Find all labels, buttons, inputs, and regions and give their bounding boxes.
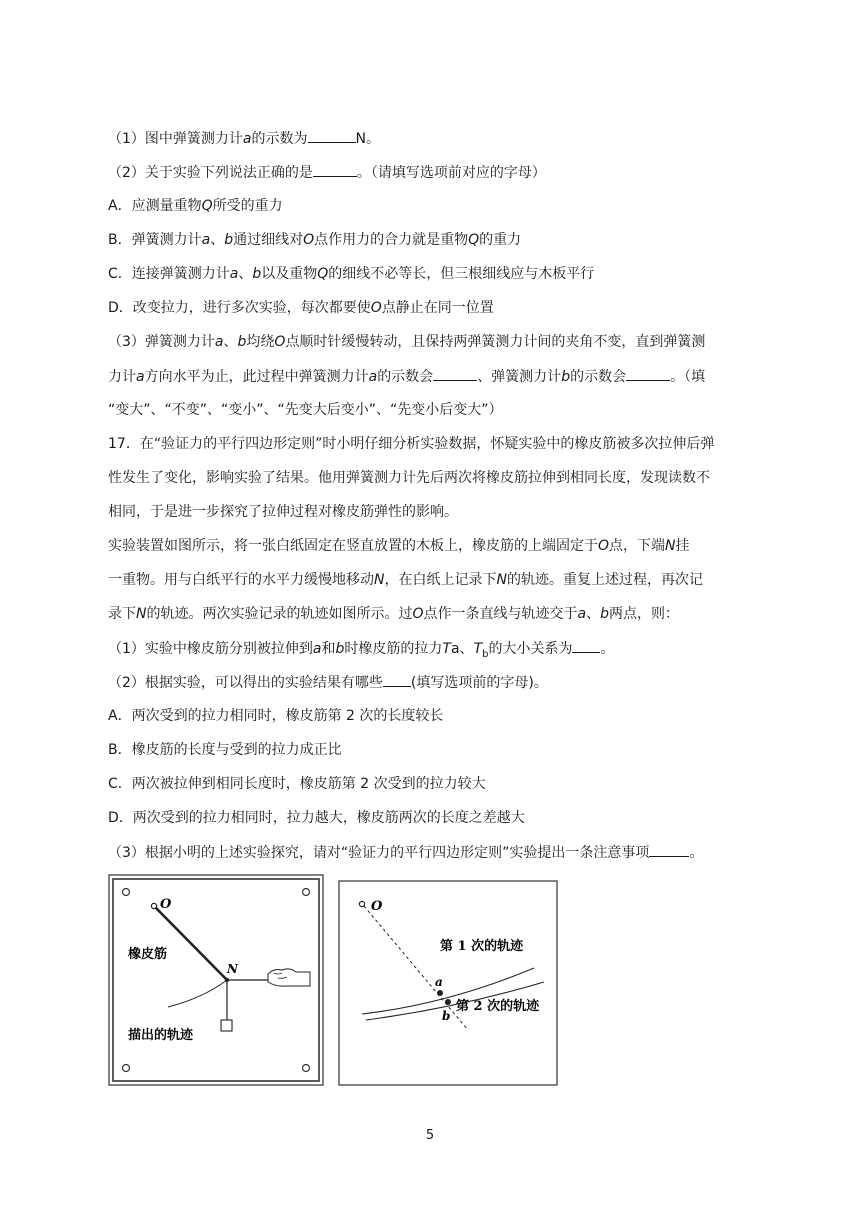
label-first-trace: 第 1 次的轨迹 [440,939,524,954]
q17-intro-line3: 相同，于是进一步探究了拉伸过程对橡皮筋弹性的影响。 [108,504,458,520]
point-a [437,990,443,996]
q16-option-a: A．应测量重物Q所受的重力 [108,198,283,214]
q16-part2: （2）关于实验下列说法正确的是 。（请填写选项前对应的字母） [108,162,768,183]
q17-option-d: D．两次受到的拉力相同时，拉力越大，橡皮筋两次的长度之差越大 [108,810,525,826]
answer-blank[interactable] [308,128,356,143]
answer-blank[interactable] [649,842,689,857]
label-second-trace: 第 2 次的轨迹 [456,999,540,1014]
q16-option-b: B．弹簧测力计a、b通过细线对O点作用力的合力就是重物Q的重力 [108,232,522,248]
q17-part2: （2）根据实验，可以得出的实验结果有哪些 (填写选项前的字母)。 [108,672,768,693]
label-o: O [160,897,172,912]
figure-trajectories [338,880,558,1086]
weight-block [221,1020,232,1031]
answer-blank[interactable] [313,162,357,177]
q17-option-c: C．两次被拉伸到相同长度时，橡皮筋第 2 次受到的拉力较大 [108,776,486,792]
q16-part1: （1）图中弹簧测力计a的示数为 N。 [108,128,768,149]
q17-option-a: A．两次受到的拉力相同时，橡皮筋第 2 次的长度较长 [108,708,444,724]
q16-part3-line3: “变大”、“不变”、“变小”、“先变大后变小”、“先变小后变大”） [108,402,503,418]
label-a: a [435,975,443,989]
q16-part3-line2: 力计a方向水平为止，此过程中弹簧测力计a的示数会 、弹簧测力计b的示数会 。（填 [108,366,768,387]
fixed-point-o [359,901,364,906]
point-b [445,999,451,1005]
label-n: N [227,962,238,976]
q17-setup-line1: 实验装置如图所示，将一张白纸固定在竖直放置的木板上，橡皮筋的上端固定于O点，下端N挂 [108,538,690,554]
q17-intro-line2: 性发生了变化，影响实验了结果。他用弹簧测力计先后两次将橡皮筋拉伸到相同长度，发现读数不 [108,470,710,486]
answer-blank[interactable] [626,366,670,381]
figure-apparatus [108,874,324,1086]
q17-intro-line1: 17．在“验证力的平行四边形定则”时小明仔细分析实验数据，怀疑实验中的橡皮筋被多次拉伸后弹 [108,436,715,452]
label-b: b [442,1009,451,1023]
answer-blank[interactable] [383,672,411,687]
q17-setup-line3: 录下N的轨迹。两次实验记录的轨迹如图所示。过O点作一条直线与轨迹交于a、b两点，则： [108,606,679,622]
q16-part3-line1: （3）弹簧测力计a、b均绕O点顺时针缓慢转动，且保持两弹簧测力计间的夹角不变，直到弹簧测 [108,334,706,350]
q17-part1: （1）实验中橡皮筋分别被拉伸到a和b时橡皮筋的拉力Ta、$T_b$的大小关系为 。 [108,638,768,665]
answer-blank[interactable] [572,638,600,653]
label-rubber-band: 橡皮筋 [128,947,168,962]
q16-option-d: D．改变拉力，进行多次实验，每次都要使O点静止在同一位置 [108,300,494,316]
label-o: O [371,899,383,914]
q16-option-c: C．连接弹簧测力计a、b以及重物Q的细线不必等长，但三根细线应与木板平行 [108,266,595,282]
q17-setup-line2: 一重物。用与白纸平行的水平力缓慢地移动N，在白纸上记录下N的轨迹。重复上述过程，再次记 [108,572,703,588]
answer-blank[interactable] [433,366,477,381]
label-trace: 描出的轨迹 [128,1028,194,1043]
q17-option-b: B．橡皮筋的长度与受到的拉力成正比 [108,742,342,758]
q17-part3: （3）根据小明的上述实验探究，请对“验证力的平行四边形定则”实验提出一条注意事项 。 [108,842,768,863]
page-number: 5 [425,1128,435,1143]
